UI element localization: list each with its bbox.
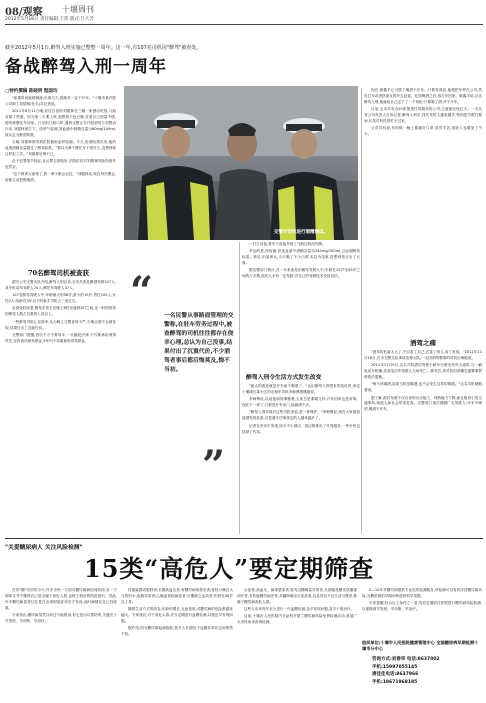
lead-deck: 截至2012年5月1日,醉驾入刑实施已整整一周年。这一年,有107名司机因"醉驾"被查处。: [5, 45, 202, 51]
header-rule: [5, 24, 483, 25]
body-paragraph: 专家指出,糖尿病虽然目前还不能根治,但它是可以预防的,关键在于早发现、早诊断、早治疗。: [5, 613, 117, 623]
pullquote-text: 一名民警从事路面管理的交警称,在驻车劳务过程中,被查醉驾的司机往往都存在侥幸心理,总认为自己没事,结果付出了沉重代价,不少酒驾者事后都后悔莫及,悔不当初。: [164, 313, 234, 373]
pullquote-open-mark: “: [130, 268, 154, 315]
lead-headline: 备战醉驾入刑一周年: [5, 57, 167, 77]
lead-column-1b: [5, 280, 116, 534]
ad-contacts: [372, 656, 482, 686]
mid-column-bottom: [242, 384, 360, 534]
contact-line: 唐佳佳电话:8637966: [372, 672, 419, 678]
body-paragraph: "这个教训太深刻了,我一辈子都会记住。"刘德林说,现在每次聚会,他都主动拒绝喝酒。: [5, 172, 116, 183]
body-paragraph: 体重偏胖或肥胖者;长期高血压者;有糖尿病家族史者;曾经分娩巨大儿的妇女;血脂异常者;心脑血管疾病患者;长期缺乏运动者;年龄在40岁以上者。: [121, 588, 233, 604]
body-paragraph: "如果时间能够倒流,出事当天,我绝对一定不开车。"十堰市某汽配公司职工刘德林(化名)对记者说。: [5, 96, 116, 106]
body-paragraph: 据介绍,因为糖尿病起病隐匿,很多人长期处于血糖异常状态却浑然不知。: [121, 626, 233, 637]
ad-banner: "关爱糖尿病人 关注风险检测": [5, 545, 83, 551]
body-paragraph: 5—10年对糖尿病提供专业化的检测服务,该检测可以有效评估糖尿病风险,为糖尿病的早期诊断提供科学依据。: [362, 588, 482, 598]
section-label: 十堰周刊: [62, 5, 94, 14]
body-paragraph: 随着生活方式的改变,年龄的增长,无论是谁,对糖尿病的危险都越来越大。专家建议,对于高危人群,应当定期进行血糖检测,以便及早发现问题。: [121, 607, 233, 623]
pullquote-close-mark: ”: [202, 442, 226, 489]
body-paragraph: 2011年11月9日,这名司机酒后驾驶小轿车行驶至东风大道时,与一辆电动车相撞,造成电动车驾驶人当场死亡。事发后,该司机因涉嫌交通肇事罪被依法逮捕。: [364, 363, 482, 380]
ad-headline: [84, 549, 374, 584]
ad-column-3: [237, 588, 357, 700]
column-divider: [239, 242, 240, 534]
body-paragraph: 目前,全市共有近20家提供代驾服务的公司,生意都比较红火。一名代驾公司负责人告诉记者,醉驾入刑后,找代驾的人越来越多,特别是节假日期间,代驾司机经常忙不过来。: [364, 107, 482, 123]
ad-headline-part: 要定期筛查: [249, 554, 375, 583]
body-paragraph: 当晚,刘德林被带到医院抽取血样检测。不久,检测结果出来,他的血液酒精含量超过了醉驾标准。"我以为骑个摩托车不算什么,没想到就这样犯了法。"刘德林后悔不已。: [5, 140, 116, 156]
body-paragraph: 公司司机说,有时候一晚上要跑好几单,虽然辛苦,但收入也增加了不少。: [364, 126, 482, 137]
body-paragraph: 由于犯罪情节较轻,且认罪态度较好,法院依法对刘德林判处拘役并处罚金。: [5, 159, 116, 170]
body-paragraph: 幸运的是,经检测,田某血液中酒精含量为240mg/100ml,已远超醉驾标准。事后,田某承认,当天喝了不少白酒,本以为没事,没想到差点出了大事。: [242, 249, 360, 266]
body-paragraph: 在该"糖"仿效的今天,许多市民一方面对糖尿病病因闻若惊,另一方面却又并不懂得自己是否属于高危人群,也缺乏相应的防范意识。因此,许多糖尿病患者往往是在出现明显症状后才发现,此时病情往往已经较重。: [5, 588, 117, 610]
ad-headline-part: 15类: [84, 554, 145, 583]
body-paragraph: 李师傅说,以前他和同事聚餐,大家总是要喝几杯,开车回家也是常事。现在不一样了,只要是开车出门,他滴酒不沾。: [242, 397, 360, 408]
news-photo: [124, 86, 358, 240]
subhead-drunk-driving-pain: 酒驾之痛: [410, 339, 436, 347]
contact-line: 手机:15997055145: [372, 664, 418, 670]
body-paragraph: 107名醉驾驾驶人中,年龄最大的58岁,最小的19岁;男性105人,女性2人;驾龄在3年以下的新手司机占三成左右。: [5, 293, 116, 304]
body-paragraph: 记者在采访中发现,如今不少酒店、饭店都推出了代驾服务,一些市民也选择了代驾。: [242, 423, 360, 434]
contact-line: 手机:18671968185: [372, 679, 418, 685]
body-paragraph: 2011年6月11日晚,家住白浪的刘德林在三堰一家酒店吃饭,与朋友喝了些酒。因为第二天要上班,他想着天色已晚,仗着自己酒量不错,便驾驶摩托车回家。行至浙江路口时,遇到交警正在开展酒驾专项整治行动,刘德林被拦下。经呼气检测,其血液中酒精含量为80mg/100ml,被认定为醉酒驾驶。: [5, 109, 116, 137]
subhead-lifestyle: 醉驾入刑令生活方式发生改变: [246, 375, 322, 381]
subhead-70-drivers: 70名醉驾司机被查获: [28, 269, 90, 277]
body-paragraph: 交警部门提醒,酒后千万不要驾车,一旦触犯法律,不仅要承担刑事责任,还将被吊销驾驶证,5年内不得重新取得驾驶证。: [5, 332, 116, 343]
body-paragraph: 从查处时间看,醉驾多发生在晚上8时至凌晨2时之间,这一时段查获的醉驾人数占总数的七成以上。: [5, 306, 116, 317]
lead-column-1: [5, 96, 116, 264]
page-label: 08/观察: [5, 7, 43, 18]
dateline: 2012年5月18日 责任编辑:王玮 版式:吕大芳: [5, 17, 94, 22]
body-paragraph: 现在,黄鑫平已习惯了喝酒不开车。只要有饭局,他便把车停在公司,然后打车或者搭朋友的车去赴宴。吃饭喝酒之后,再打车回家。黄鑫平说,自从醉驾入刑,他就给自己定下了一个规矩:只要喝了酒,决不开车。: [364, 88, 482, 104]
ad-column-2: [121, 588, 233, 700]
lead-byline: □特约撰稿 陈晓明 程国均: [5, 89, 58, 94]
body-paragraph: 目前,十堰市人民医院内分泌科开展了糖尿病风险免费检测活动,欢迎广大市民前来咨询检测。: [237, 614, 357, 625]
body-paragraph: 一些醉驾司机心存侥幸,认为晚上交警查得不严,少喝点酒不会被发现,结果付出了沉重代价。: [5, 319, 116, 330]
mid-column-top: [242, 242, 360, 366]
contact-line: 咨询方式:刘春华 电话:8637002: [372, 657, 440, 662]
body-paragraph: "醉驾入刑对我们这些司机来说,是一种保护。"李师傅说,现在大家都知道酒驾的危害,自觉遵守法律规定的人越来越多了。: [242, 410, 360, 421]
right-column-bottom: [364, 350, 482, 534]
body-paragraph: 专家提醒,符合以上条件之一者,均应定期前往医院进行糖尿病风险检测,以便做到早发现、早诊断、早治疗。: [362, 601, 482, 612]
ad-sponsor: 组织单位:十堰市人民医院健康管理中心 全国糖尿病早期检测十堰市分中心: [362, 640, 479, 651]
body-paragraph: 一打方向盘,将车子直接开到了马路边的河内侧。: [249, 242, 326, 246]
column-divider: [361, 88, 362, 534]
body-paragraph: 据了解,酒后驾驶不仅自身的反应能力、判断能力下降,而且极易引发交通事故,给他人和社会带来危害。交警部门再次提醒广大驾驶人:开车不喝酒,喝酒不开车。: [364, 395, 482, 412]
ad-top-rule: [5, 538, 483, 539]
right-column-top: [364, 88, 482, 332]
ad-column-1: [5, 588, 117, 700]
body-paragraph: "最大的改变就是开车前不喝酒了。"认识醉驾入刑带来的变化时,家住十堰城区某小区的出租车司机李师傅感慨地说。: [242, 384, 360, 394]
ad-headline-part: “高危人”: [144, 554, 250, 583]
body-paragraph: 这些人应该每年至少进行一次血糖检测,及早发现问题,及早干预治疗。: [244, 607, 355, 612]
body-paragraph: 合征者,高血压、病毒感染者,曾有过糖耐量异常者,长期接受糖皮质激素治疗者,有妊娠糖尿病史者,多囊卵巢综合征患者,以及具有不良生活习惯者,都属于糖尿病高危人群。: [237, 588, 357, 604]
ad-column-4: [362, 588, 482, 638]
body-paragraph: 据交警部门统计,在一年来查处的醉驾驾驶人中,年龄在25岁至45岁之间的占多数,他们大多有一定驾龄,对自己的驾驶技术比较自信。: [242, 268, 360, 279]
body-paragraph: "酒驾的危害太大了,不仅害了自己,还害了别人,害了家庭。"2011年11月16日,在市交警支队事故处理大队,一名因酒驾肇事的司机后悔地说。: [364, 350, 482, 360]
photo-caption: 交警对司机进行酒精测试。: [274, 230, 328, 235]
body-paragraph: 据市公安交警支队介绍,醉驾入刑以来,全市共查处醉酒驾驶107人,其中机动车驾驶人70人,摩托车驾驶人37人。: [5, 280, 116, 290]
body-paragraph: "悔不该喝酒,如果当时没喝酒,也不会发生这样的惨剧。"这名司机哽咽着说。: [364, 382, 482, 393]
police-scene-illustration: [124, 86, 358, 240]
